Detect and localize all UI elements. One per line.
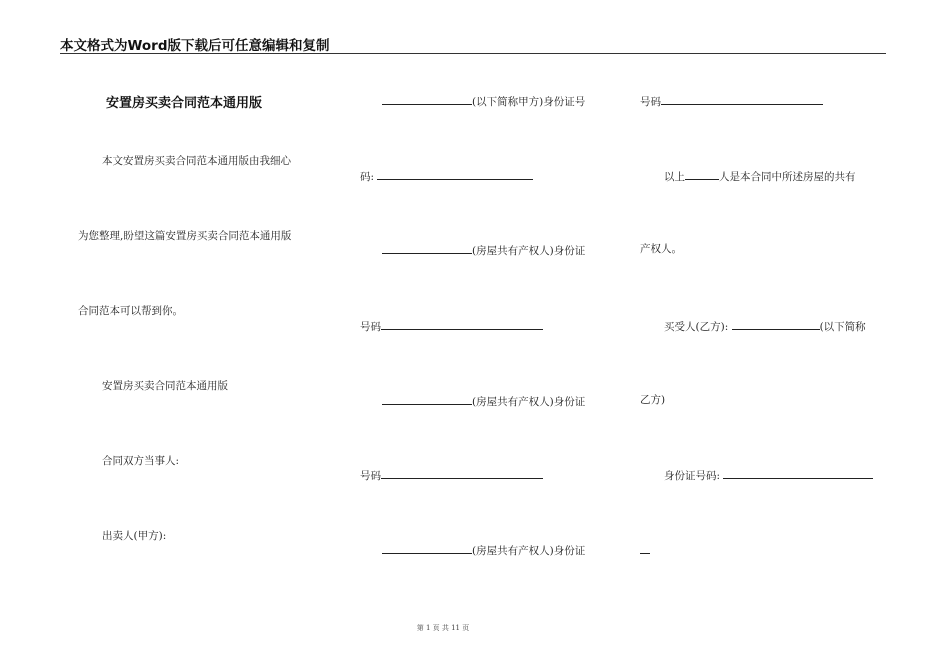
- parties-label: 合同双方当事人:: [102, 455, 180, 467]
- co-owners-statement: 以上 人是本合同中所述房屋的共有: [664, 168, 856, 184]
- page-header: [60, 34, 886, 54]
- id-number-line-4: 号码: [640, 93, 823, 109]
- seller-label: 出卖人(甲方):: [102, 530, 167, 542]
- buyer-line: 买受人(乙方): (以下简称: [664, 318, 866, 334]
- blank-field: [382, 393, 472, 405]
- blank-field: [377, 168, 533, 180]
- intro-line-2: 为您整理,盼望这篇安置房买卖合同范本通用版: [78, 230, 292, 242]
- blank-field: [640, 542, 650, 554]
- blank-field: [381, 318, 543, 330]
- page-footer: 第 1 页 共 11 页: [416, 624, 470, 632]
- document-title: 安置房买卖合同范本通用版: [106, 96, 263, 111]
- blank-field: [382, 242, 472, 254]
- co-owners-statement-end: 产权人。: [640, 243, 682, 255]
- co-owner-line-2: (房屋共有产权人)身份证: [382, 393, 585, 409]
- blank-field: [661, 93, 823, 105]
- buyer-alias: 乙方): [640, 394, 666, 406]
- intro-line-3: 合同范本可以帮到你。: [78, 305, 183, 317]
- blank-field: [685, 168, 719, 180]
- blank-field: [382, 93, 472, 105]
- buyer-id-continuation: [640, 542, 650, 558]
- id-number-line-2: 号码: [360, 318, 543, 334]
- section-heading: 安置房买卖合同范本通用版: [102, 380, 228, 392]
- id-number-line-3: 号码: [360, 467, 543, 483]
- co-owner-line-3: (房屋共有产权人)身份证: [382, 542, 585, 558]
- id-number-line-1: 码:: [360, 168, 533, 184]
- blank-field: [732, 318, 820, 330]
- blank-field: [381, 467, 543, 479]
- co-owner-line-1: (房屋共有产权人)身份证: [382, 242, 585, 258]
- blank-field: [723, 467, 873, 479]
- intro-line-1: 本文安置房买卖合同范本通用版由我细心: [102, 155, 291, 167]
- seller-id-line: (以下简称甲方)身份证号: [382, 93, 585, 109]
- blank-field: [382, 542, 472, 554]
- header-text: 本文格式为Word版下载后可任意编辑和复制: [60, 38, 330, 54]
- buyer-id-line: 身份证号码:: [664, 467, 873, 483]
